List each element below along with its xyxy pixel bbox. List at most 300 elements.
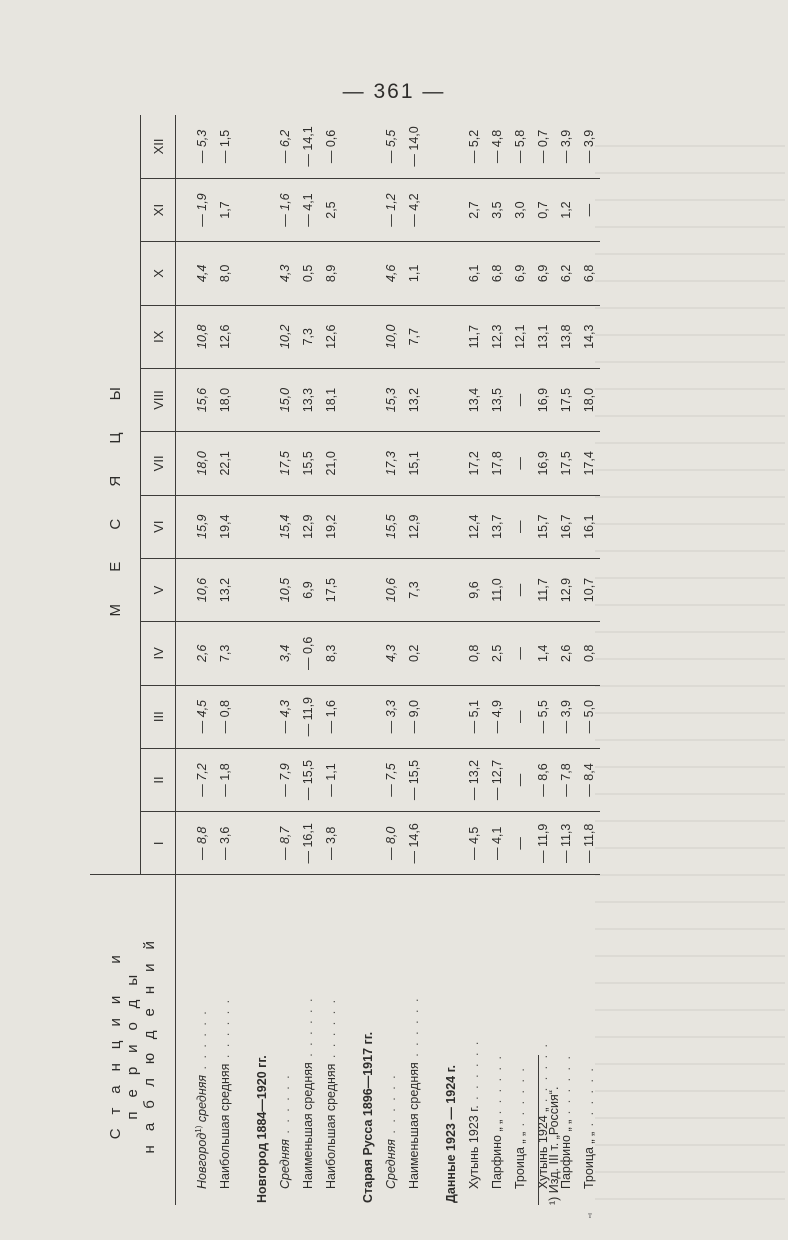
value-text: 17,5 xyxy=(558,387,573,413)
value-cell xyxy=(379,305,402,368)
row-label-suffix: средняя xyxy=(195,1074,210,1126)
value-cell xyxy=(296,558,319,621)
row-label-text: Средняя xyxy=(383,1139,398,1189)
value-text: 4,6 xyxy=(383,264,398,283)
value-cell xyxy=(531,305,554,368)
value-text: — 4,9 xyxy=(489,700,504,734)
value-cell xyxy=(296,495,319,558)
empty-cell xyxy=(342,368,379,431)
value-text: 13,5 xyxy=(489,387,504,413)
value-cell xyxy=(485,748,508,811)
value-text: 2,7 xyxy=(466,201,481,219)
value-text: 16,9 xyxy=(535,451,550,476)
month-header: VIII xyxy=(141,368,176,431)
value-cell xyxy=(577,812,600,875)
value-text: 3,4 xyxy=(277,644,292,663)
empty-cell xyxy=(236,622,273,685)
value-text: 10,6 xyxy=(383,577,398,603)
leader-dots: . . . . . . xyxy=(535,1041,550,1108)
table-row xyxy=(296,115,319,1205)
value-text: — 11,8 xyxy=(581,823,596,864)
row-label xyxy=(176,875,214,1205)
table-row xyxy=(577,115,600,1205)
value-text: — 9,0 xyxy=(406,700,421,734)
value-cell xyxy=(577,115,600,178)
section-row xyxy=(425,115,462,1205)
value-cell xyxy=(577,305,600,368)
value-text: 12,9 xyxy=(406,514,421,539)
value-text: 8,9 xyxy=(323,264,338,283)
empty-cell xyxy=(236,115,273,178)
value-cell xyxy=(485,495,508,558)
value-text: 15,6 xyxy=(194,387,209,413)
value-text: 10,5 xyxy=(277,577,292,603)
value-cell xyxy=(213,242,236,305)
table-body xyxy=(176,115,601,1205)
value-text: 7,3 xyxy=(217,644,232,663)
value-cell xyxy=(379,558,402,621)
value-cell xyxy=(176,748,214,811)
empty-cell xyxy=(342,622,379,685)
value-cell xyxy=(531,115,554,178)
value-text: 15,7 xyxy=(535,514,550,539)
row-label xyxy=(273,875,296,1205)
value-text: — 1,8 xyxy=(217,763,232,797)
empty-cell xyxy=(236,178,273,241)
table-row xyxy=(462,115,485,1205)
value-text: — 5,3 xyxy=(194,129,209,164)
empty-cell xyxy=(236,685,273,748)
leader-dots: . . . . . . xyxy=(300,996,315,1063)
value-cell xyxy=(462,622,485,685)
row-label xyxy=(296,875,319,1205)
value-cell xyxy=(577,622,600,685)
value-text: — 5,5 xyxy=(383,129,398,164)
value-text: — 15,5 xyxy=(300,759,315,801)
value-text: 0,8 xyxy=(466,644,481,663)
month-header: IV xyxy=(141,622,176,685)
value-cell xyxy=(402,115,425,178)
value-text: — 8,7 xyxy=(277,826,292,861)
value-cell xyxy=(402,432,425,495)
value-cell xyxy=(296,432,319,495)
leader-dots: . . . . . . xyxy=(277,1073,292,1140)
value-text: — 4,8 xyxy=(489,129,504,164)
value-cell xyxy=(319,558,342,621)
row-label xyxy=(485,875,508,1205)
value-cell xyxy=(402,558,425,621)
value-cell xyxy=(508,242,531,305)
table-row xyxy=(485,115,508,1205)
empty-cell xyxy=(425,242,462,305)
empty-cell xyxy=(236,305,273,368)
value-text: — 8,8 xyxy=(194,826,209,861)
value-text: 13,1 xyxy=(535,324,550,349)
value-cell xyxy=(531,558,554,621)
table-row xyxy=(531,115,554,1205)
value-text: — 1,9 xyxy=(194,193,209,227)
value-cell xyxy=(462,432,485,495)
value-cell xyxy=(402,748,425,811)
value-cell xyxy=(554,748,577,811)
value-text: 15,3 xyxy=(383,387,398,413)
section-row xyxy=(236,115,273,1205)
empty-cell xyxy=(342,242,379,305)
value-text: — xyxy=(512,520,527,533)
value-text: 13,8 xyxy=(558,324,573,349)
value-cell xyxy=(296,685,319,748)
value-text: 7,3 xyxy=(406,581,421,599)
empty-cell xyxy=(236,368,273,431)
value-text: 12,6 xyxy=(217,324,232,349)
empty-cell xyxy=(342,495,379,558)
month-header: XII xyxy=(141,115,176,178)
value-text: 4,3 xyxy=(277,264,292,283)
value-cell xyxy=(379,178,402,241)
value-cell xyxy=(554,178,577,241)
value-text: 15,5 xyxy=(300,451,315,476)
row-label-text: Парфино „ „ xyxy=(558,1119,573,1189)
value-text: — 0,8 xyxy=(217,700,232,734)
empty-cell xyxy=(425,812,462,875)
value-text: — 8,0 xyxy=(383,826,398,861)
value-text: — 7,8 xyxy=(558,763,573,797)
value-text: 10,0 xyxy=(383,324,398,349)
value-text: — 1,6 xyxy=(323,700,338,734)
empty-cell xyxy=(342,558,379,621)
value-cell xyxy=(554,495,577,558)
value-text: — 8,6 xyxy=(535,763,550,797)
value-text: — xyxy=(512,393,527,407)
empty-cell xyxy=(342,748,379,811)
empty-cell xyxy=(236,812,273,875)
value-cell xyxy=(379,622,402,685)
value-cell xyxy=(531,178,554,241)
row-label-text: Хутынь 1923 г. xyxy=(466,1105,481,1189)
table-row xyxy=(554,115,577,1205)
footnote-text: ¹) Изд. III т. „Россия“. xyxy=(547,1086,561,1205)
row-label-text: Старая Русса 1896—1917 гг. xyxy=(360,1031,375,1203)
value-text: 10,7 xyxy=(581,577,596,603)
value-text: 18,0 xyxy=(581,387,596,413)
value-text: — 14,1 xyxy=(300,126,315,167)
value-text: 2,6 xyxy=(558,644,573,663)
row-label xyxy=(319,875,342,1205)
value-cell xyxy=(402,812,425,875)
value-text: 8,3 xyxy=(323,644,338,663)
value-cell xyxy=(379,685,402,748)
value-cell xyxy=(213,812,236,875)
value-text: 6,9 xyxy=(300,581,315,599)
value-cell xyxy=(485,115,508,178)
value-cell xyxy=(176,622,214,685)
footnote-ref: 1) xyxy=(193,1125,203,1133)
value-cell xyxy=(531,432,554,495)
value-cell xyxy=(554,242,577,305)
empty-cell xyxy=(425,558,462,621)
value-text: — 8,4 xyxy=(581,763,596,797)
value-text: 12,9 xyxy=(558,577,573,603)
value-text: 21,0 xyxy=(323,451,338,476)
row-label-text: Хутынь 1924 „ xyxy=(535,1107,550,1189)
value-text: — 3,9 xyxy=(558,129,573,164)
value-cell xyxy=(508,432,531,495)
value-cell xyxy=(379,368,402,431)
empty-cell xyxy=(425,178,462,241)
value-text: — xyxy=(512,773,527,787)
value-cell xyxy=(577,432,600,495)
value-cell xyxy=(402,178,425,241)
value-text: 19,2 xyxy=(323,514,338,539)
section-row xyxy=(342,115,379,1205)
value-cell xyxy=(319,178,342,241)
month-header: XI xyxy=(141,178,176,241)
value-cell xyxy=(508,178,531,241)
value-text: 0,2 xyxy=(406,644,421,663)
value-text: — 5,8 xyxy=(512,129,527,164)
value-cell xyxy=(296,622,319,685)
value-cell xyxy=(319,495,342,558)
row-label-text: Наибольшая средняя xyxy=(217,1063,232,1189)
month-header: IX xyxy=(141,305,176,368)
value-cell xyxy=(319,685,342,748)
row-label xyxy=(402,875,425,1205)
value-cell xyxy=(554,115,577,178)
value-cell xyxy=(273,432,296,495)
value-text: 13,3 xyxy=(300,387,315,413)
value-cell xyxy=(531,495,554,558)
value-cell xyxy=(213,368,236,431)
value-cell xyxy=(531,685,554,748)
value-cell xyxy=(554,558,577,621)
value-text: 11,7 xyxy=(535,578,550,602)
footnote xyxy=(535,1055,561,1205)
value-cell xyxy=(462,685,485,748)
value-text: — 15,5 xyxy=(406,759,421,801)
value-cell xyxy=(296,812,319,875)
value-text: 6,8 xyxy=(489,264,504,283)
value-cell xyxy=(462,812,485,875)
value-text: — 11,9 xyxy=(300,697,315,737)
value-cell xyxy=(508,368,531,431)
value-text: — xyxy=(512,710,527,723)
row-label-text: Троица „ „ xyxy=(581,1131,596,1189)
row-label-text: Наименьшая средняя xyxy=(406,1062,421,1189)
empty-cell xyxy=(342,115,379,178)
value-cell xyxy=(402,622,425,685)
value-cell xyxy=(531,242,554,305)
value-cell xyxy=(319,368,342,431)
value-cell xyxy=(508,812,531,875)
value-cell xyxy=(379,242,402,305)
value-cell xyxy=(176,812,214,875)
value-cell xyxy=(508,622,531,685)
value-text: 17,5 xyxy=(323,577,338,603)
table-row xyxy=(402,115,425,1205)
row-label xyxy=(236,875,273,1205)
value-cell xyxy=(485,685,508,748)
value-cell xyxy=(273,178,296,241)
value-text: — 6,2 xyxy=(277,129,292,164)
value-cell xyxy=(462,305,485,368)
value-text: — 4,1 xyxy=(489,826,504,861)
value-text: 18,0 xyxy=(194,451,209,476)
value-cell xyxy=(273,495,296,558)
value-text: — 16,1 xyxy=(300,823,315,864)
value-cell xyxy=(176,432,214,495)
page-number: — 361 — xyxy=(342,80,446,103)
month-header: VI xyxy=(141,495,176,558)
row-label-text: Новгород 1884—1920 гг. xyxy=(254,1055,269,1203)
value-cell xyxy=(213,178,236,241)
value-text: — 14,0 xyxy=(406,126,421,167)
table-row xyxy=(176,115,214,1205)
value-cell xyxy=(213,495,236,558)
value-cell xyxy=(213,432,236,495)
value-cell xyxy=(485,368,508,431)
value-text: — 4,3 xyxy=(277,700,292,734)
empty-cell xyxy=(342,685,379,748)
value-cell xyxy=(273,558,296,621)
row-label xyxy=(508,875,531,1205)
value-text: 7,7 xyxy=(406,328,421,346)
empty-cell xyxy=(236,432,273,495)
value-text: 10,2 xyxy=(277,324,292,349)
temperature-table xyxy=(90,115,600,1205)
value-cell xyxy=(531,368,554,431)
value-cell xyxy=(273,242,296,305)
value-text: 17,8 xyxy=(489,451,504,476)
value-cell xyxy=(176,558,214,621)
value-text: — 5,5 xyxy=(535,700,550,734)
value-text: 17,3 xyxy=(383,451,398,476)
value-cell xyxy=(379,812,402,875)
empty-cell xyxy=(342,178,379,241)
value-text: — 5,1 xyxy=(466,700,481,734)
value-cell xyxy=(462,748,485,811)
value-cell xyxy=(273,748,296,811)
value-text: 12,6 xyxy=(323,324,338,349)
value-text: — 3,9 xyxy=(581,129,596,164)
value-text: 4,4 xyxy=(194,264,209,283)
table-row xyxy=(508,115,531,1205)
row-label-text: Данные 1923 — 1924 г. xyxy=(443,1064,458,1203)
value-cell xyxy=(485,242,508,305)
value-cell xyxy=(508,115,531,178)
leader-dots: . . . . . . xyxy=(558,1054,573,1120)
value-text: 1,7 xyxy=(217,201,232,219)
value-text: 12,1 xyxy=(512,324,527,349)
empty-cell xyxy=(425,432,462,495)
empty-cell xyxy=(425,115,462,178)
row-label-text: Троица „ „ xyxy=(512,1131,527,1189)
empty-cell xyxy=(425,368,462,431)
empty-cell xyxy=(425,748,462,811)
value-cell xyxy=(213,115,236,178)
empty-cell xyxy=(425,495,462,558)
value-cell xyxy=(319,812,342,875)
empty-cell xyxy=(342,432,379,495)
value-cell xyxy=(531,622,554,685)
value-text: 17,4 xyxy=(581,451,596,476)
bottom-mark: т xyxy=(588,1210,592,1220)
value-text: 16,1 xyxy=(581,514,596,539)
row-label-text: Новгород xyxy=(195,1132,210,1189)
empty-cell xyxy=(425,305,462,368)
value-text: — xyxy=(512,647,527,660)
footnote-rule xyxy=(538,1055,539,1205)
value-cell xyxy=(273,305,296,368)
value-text: — 3,3 xyxy=(383,700,398,734)
value-text: 12,9 xyxy=(300,514,315,539)
value-text: 13,7 xyxy=(489,514,504,539)
value-cell xyxy=(554,812,577,875)
empty-cell xyxy=(236,558,273,621)
value-cell xyxy=(213,558,236,621)
empty-cell xyxy=(236,495,273,558)
value-text: 17,2 xyxy=(466,451,481,476)
value-text: 3,5 xyxy=(489,201,504,219)
value-cell xyxy=(176,242,214,305)
value-cell xyxy=(176,178,214,241)
value-cell xyxy=(296,115,319,178)
value-cell xyxy=(319,748,342,811)
value-cell xyxy=(176,495,214,558)
value-cell xyxy=(531,812,554,875)
header-label: Станции и периоды наблюдений xyxy=(90,875,176,1205)
value-text: — 13,2 xyxy=(466,759,481,801)
row-label-text: Парфино „ „ xyxy=(489,1119,504,1189)
value-cell xyxy=(176,115,214,178)
value-text: 17,5 xyxy=(277,451,292,476)
value-text: 0,7 xyxy=(535,201,550,219)
value-cell xyxy=(176,368,214,431)
row-label xyxy=(213,875,236,1205)
row-label-text: Наименьшая средняя xyxy=(300,1062,315,1189)
value-text: 6,9 xyxy=(512,264,527,283)
value-cell xyxy=(462,242,485,305)
month-header: X xyxy=(141,242,176,305)
value-text: — xyxy=(512,583,527,597)
value-text: 11,0 xyxy=(489,578,504,602)
value-cell xyxy=(577,748,600,811)
value-cell xyxy=(379,748,402,811)
leader-dots: . . . . . . xyxy=(466,1039,481,1106)
empty-cell xyxy=(425,685,462,748)
value-text: — 0,7 xyxy=(535,129,550,164)
value-cell xyxy=(319,622,342,685)
value-cell xyxy=(273,622,296,685)
value-cell xyxy=(296,748,319,811)
value-text: 15,9 xyxy=(194,514,209,539)
value-cell xyxy=(319,115,342,178)
value-text: 1,1 xyxy=(406,264,421,283)
value-text: — 5,0 xyxy=(581,700,596,734)
value-text: — 0,6 xyxy=(323,129,338,164)
value-cell xyxy=(273,368,296,431)
value-text: 11,7 xyxy=(466,325,481,349)
value-cell xyxy=(577,242,600,305)
value-text: 6,2 xyxy=(558,264,573,283)
row-label xyxy=(342,875,379,1205)
value-text: 6,8 xyxy=(581,264,596,283)
empty-cell xyxy=(425,622,462,685)
value-cell xyxy=(402,368,425,431)
value-cell xyxy=(554,432,577,495)
value-text: 0,8 xyxy=(581,644,596,663)
row-label xyxy=(379,875,402,1205)
value-cell xyxy=(462,558,485,621)
